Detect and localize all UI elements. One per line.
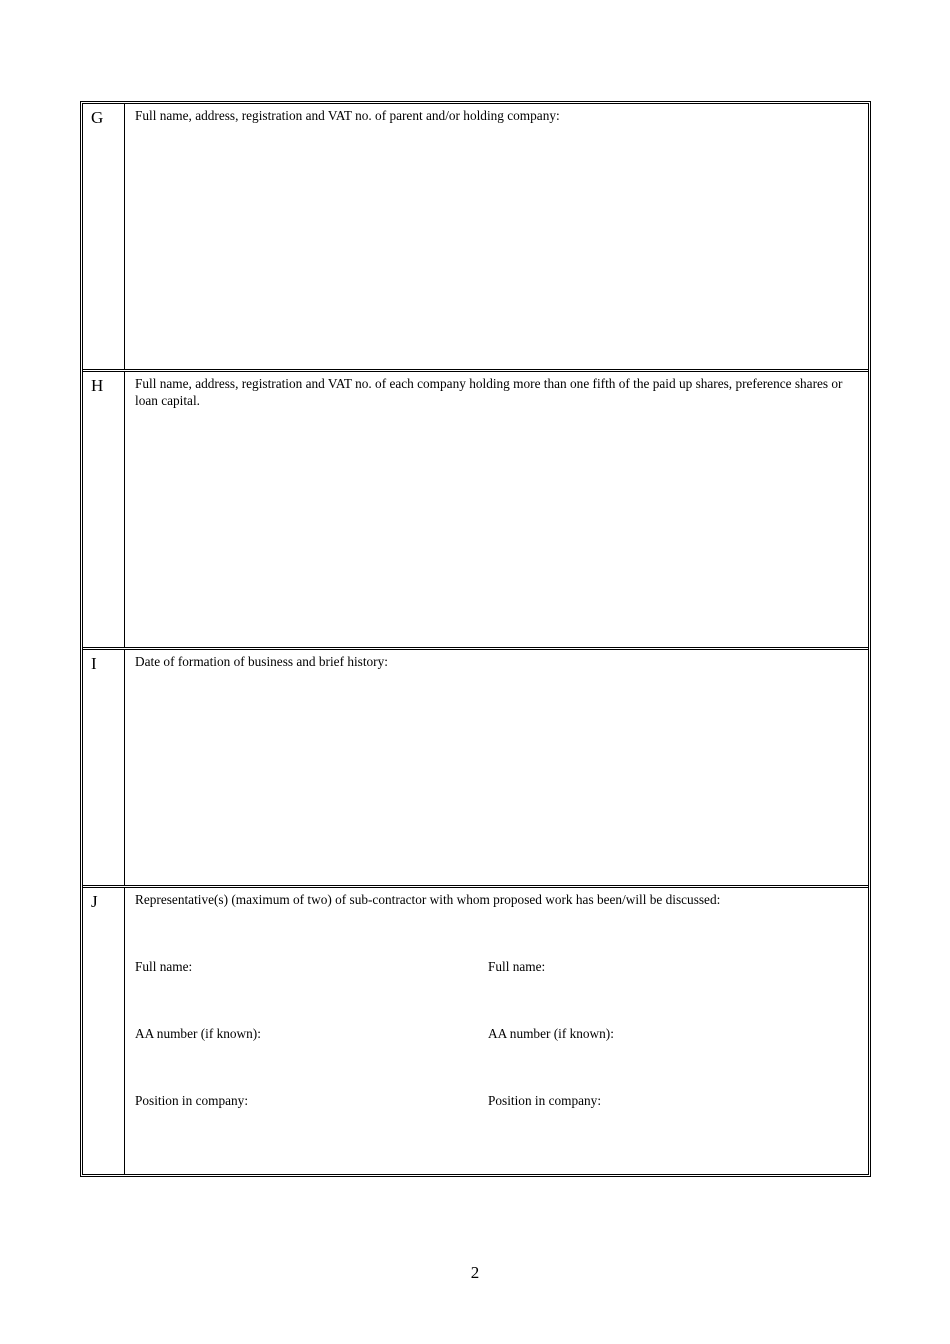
- section-j: [83, 888, 868, 1174]
- section-h-letter-cell: [83, 372, 125, 647]
- rep2-position-label: Position in company:: [488, 1093, 602, 1108]
- section-i: [83, 650, 868, 885]
- rep2-aa-number-label: AA number (if known):: [488, 1026, 614, 1041]
- section-g: [83, 104, 868, 369]
- rep1-position-label: Position in company:: [135, 1093, 249, 1108]
- section-i-letter: I: [91, 654, 97, 673]
- section-j-letter-cell: [83, 888, 125, 1174]
- rep2-full-name-label: Full name:: [488, 959, 546, 974]
- section-j-letter: J: [91, 892, 98, 911]
- section-j-question: Representative(s) (maximum of two) of sub-contractor with whom proposed work has been/will be discussed:: [135, 892, 721, 907]
- section-i-question: Date of formation of business and brief history:: [135, 654, 388, 669]
- section-h: [83, 372, 868, 647]
- rep1-aa-number-label: AA number (if known):: [135, 1026, 261, 1041]
- section-g-letter: G: [91, 108, 104, 127]
- page-number: 2: [470, 1263, 480, 1282]
- section-h-letter: H: [91, 376, 104, 395]
- rep1-full-name-label: Full name:: [135, 959, 193, 974]
- section-i-letter-cell: [83, 650, 125, 885]
- section-h-question: Full name, address, registration and VAT no. of each company holding more than one fifth of the paid up shares, preference shares or loan capital.: [135, 376, 843, 408]
- form-frame: [80, 101, 871, 1177]
- section-g-letter-cell: [83, 104, 125, 369]
- section-g-question: Full name, address, registration and VAT no. of parent and/or holding company:: [135, 108, 560, 123]
